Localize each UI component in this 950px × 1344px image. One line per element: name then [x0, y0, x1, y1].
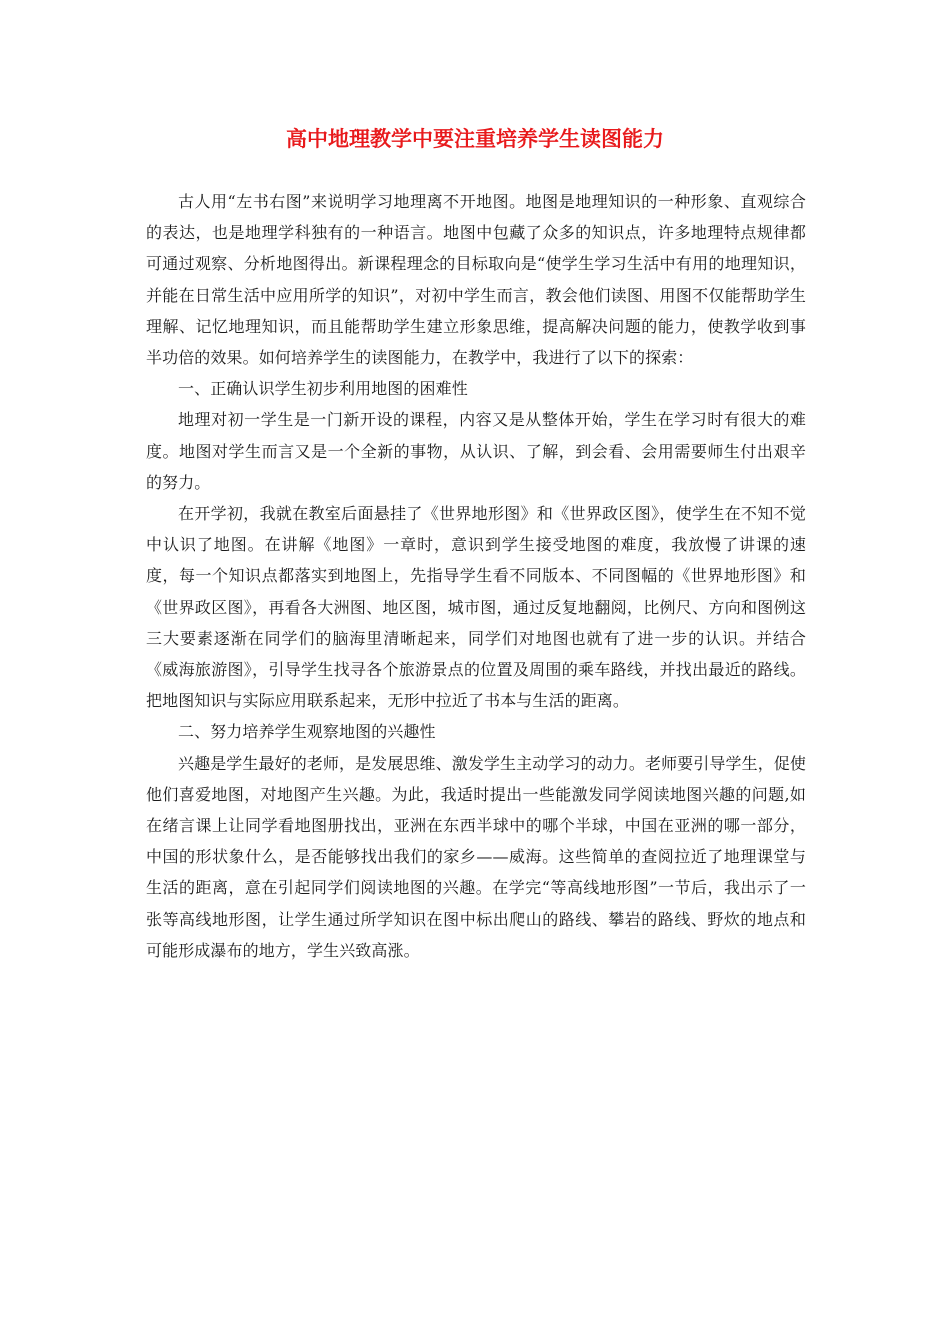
- section-heading-2: 二、努力培养学生观察地图的兴趣性: [178, 722, 436, 742]
- paragraph-interest: 兴趣是学生最好的老师，是发展思维、激发学生主动学习的动力。老师要引导学生，促使他们喜爱地图，对地图产生兴趣。为此，我适时提出一些能激发同学阅读地图兴趣的问题,如在绪言课上让同学看地图册找出，亚洲在东西半球中的哪个半球，中国在亚洲的哪一部分，中国的形状象什么，是否能够找出我们的家乡——威海。这些简单的查阅拉近了地理课堂与生活的距离，意在引起同学们阅读地图的兴趣。在学完“等高线地形图”一节后，我出示了一张等高线地形图，让学生通过所学知识在图中标出爬山的路线、攀岩的路线、野炊的地点和可能形成瀑布的地方，学生兴致高涨。: [146, 753, 806, 960]
- paragraph-difficulty: 地理对初一学生是一门新开设的课程，内容又是从整体开始，学生在学习时有很大的难度。地图对学生而言又是一个全新的事物，从认识、了解，到会看、会用需要师生付出艰辛的努力。: [146, 410, 806, 492]
- section-heading-1: 一、正确认识学生初步利用地图的困难性: [178, 379, 468, 399]
- paragraph-semester-start: 在开学初，我就在教室后面悬挂了《世界地形图》和《世界政区图》，使学生在不知不觉中认识了地图。在讲解《地图》一章时，意识到学生接受地图的难度，我放慢了讲课的速度，每一个知识点都落实到地图上，先指导学生看不同版本、不同图幅的《世界地形图》和《世界政区图》，再看各大洲图、地区图，城市图，通过反复地翻阅，比例尺、方向和图例这三大要素逐渐在同学们的脑海里清晰起来，同学们对地图也就有了进一步的认识。并结合《威海旅游图》，引导学生找寻各个旅游景点的位置及周围的乘车路线，并找出最近的路线。把地图知识与实际应用联系起来，无形中拉近了书本与生活的距离。: [146, 504, 806, 711]
- document-body: [146, 186, 806, 966]
- document-title: 高中地理教学中要注重培养学生读图能力: [286, 127, 664, 151]
- paragraph-intro: 古人用“左书右图”来说明学习地理离不开地图。地图是地理知识的一种形象、直观综合的表达，也是地理学科独有的一种语言。地图中包藏了众多的知识点，许多地理特点规律都可通过观察、分析地图得出。新课程理念的目标取向是“使学生学习生活中有用的地理知识，并能在日常生活中应用所学的知识”，对初中学生而言，教会他们读图、用图不仅能帮助学生理解、记忆地理知识，而且能帮助学生建立形象思维，提高解决问题的能力，使教学收到事半功倍的效果。如何培养学生的读图能力，在教学中，我进行了以下的探索：: [146, 192, 806, 368]
